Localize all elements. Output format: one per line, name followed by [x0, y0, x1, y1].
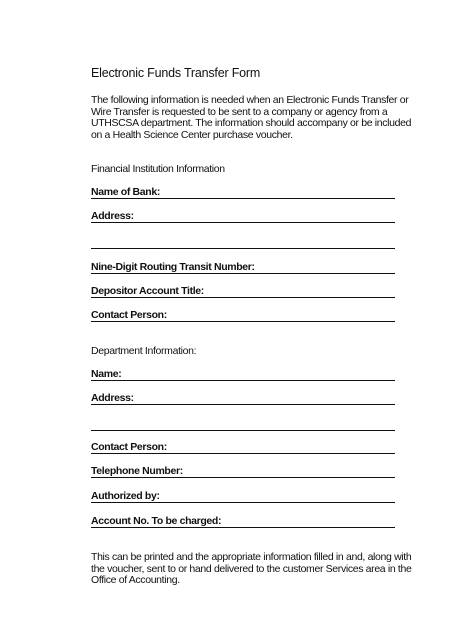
telephone-number-line: [91, 477, 395, 478]
bank-name-line: [91, 198, 395, 199]
department-address-line-2[interactable]: [91, 430, 395, 431]
telephone-number-field[interactable]: [91, 465, 395, 478]
department-address-line: [91, 404, 395, 405]
department-name-field[interactable]: [91, 368, 395, 381]
form-title: Electronic Funds Transfer Form: [91, 66, 261, 80]
department-name-line: [91, 380, 395, 381]
authorized-by-line: [91, 502, 395, 503]
bank-address-line: [91, 222, 395, 223]
department-address-field[interactable]: [91, 392, 395, 405]
routing-number-line: [91, 273, 395, 274]
bank-name-field[interactable]: [91, 186, 395, 199]
department-contact-person-label: Contact Person:: [91, 441, 167, 453]
account-to-be-charged-field[interactable]: [91, 515, 395, 528]
intro-paragraph: [91, 94, 412, 141]
department-address-label: Address:: [91, 392, 134, 404]
department-contact-person-line: [91, 453, 395, 454]
intro-line: The following information is needed when an Electronic Funds Transfer or: [91, 94, 409, 106]
department-contact-person-field[interactable]: [91, 441, 395, 454]
department-information-heading: Department Information:: [91, 345, 197, 357]
routing-number-label: Nine-Digit Routing Transit Number:: [91, 261, 255, 273]
bank-name-label: Name of Bank:: [91, 186, 160, 198]
depositor-account-title-label: Depositor Account Title:: [91, 285, 204, 297]
bank-contact-person-field[interactable]: [91, 309, 395, 322]
intro-line: Wire Transfer is requested to be sent to a company or agency from a: [91, 105, 388, 118]
bank-contact-person-label: Contact Person:: [91, 309, 167, 321]
account-to-be-charged-label: Account No. To be charged:: [91, 515, 222, 527]
footer-line: This can be printed and the appropriate information filled in and, along with: [91, 551, 412, 563]
footer-instructions: [91, 551, 412, 587]
bank-contact-person-line: [91, 321, 395, 322]
bank-address-field[interactable]: [91, 210, 395, 223]
intro-line: UTHSCSA department. The information should accompany or be included: [91, 117, 412, 129]
authorized-by-label: Authorized by:: [91, 490, 160, 502]
bank-address-label: Address:: [91, 210, 134, 222]
footer-line: Office of Accounting.: [91, 574, 180, 586]
account-to-be-charged-line: [91, 527, 395, 528]
footer-line: the voucher, sent to or hand delivered to the customer Services area in the: [91, 562, 412, 575]
telephone-number-label: Telephone Number:: [91, 465, 183, 477]
depositor-account-title-field[interactable]: [91, 285, 395, 298]
intro-line: on a Health Science Center purchase voucher.: [91, 128, 293, 141]
department-name-label: Name:: [91, 368, 122, 380]
routing-number-field[interactable]: [91, 261, 395, 274]
financial-institution-heading: Financial Institution Information: [91, 163, 225, 175]
depositor-account-title-line: [91, 297, 395, 298]
bank-address-line-2[interactable]: [91, 248, 395, 249]
authorized-by-field[interactable]: [91, 490, 395, 503]
